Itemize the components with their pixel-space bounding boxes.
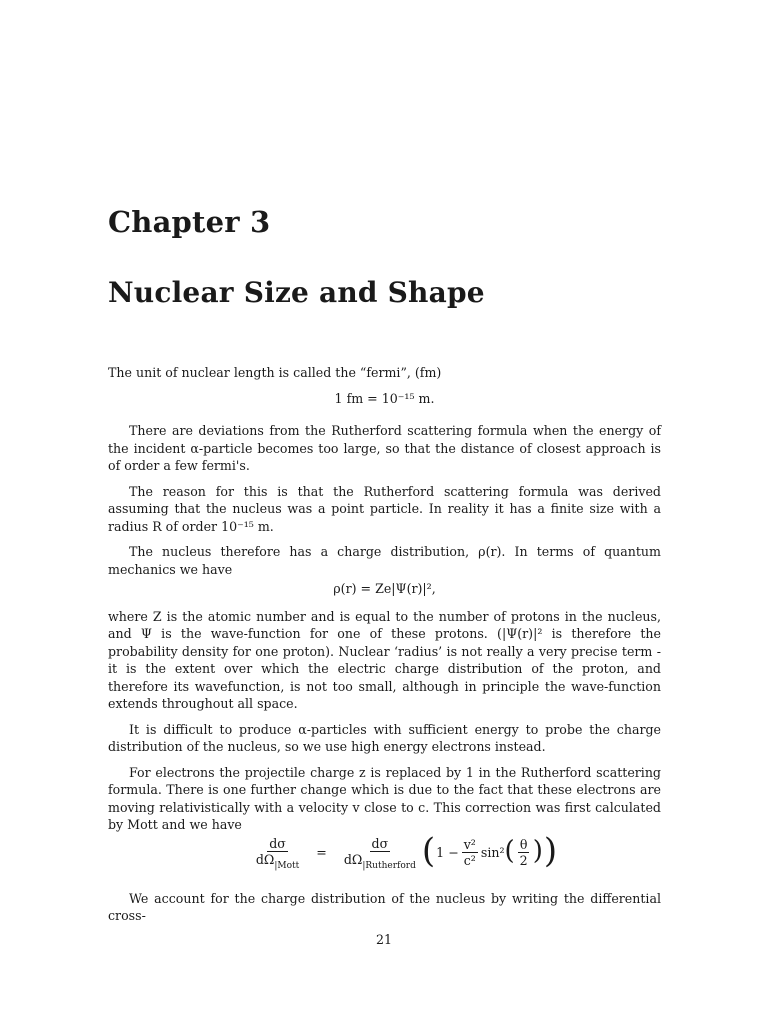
mott-fraction: [254, 836, 301, 870]
rutherford-denominator: [342, 852, 418, 870]
chapter-label: Chapter 3: [108, 205, 271, 239]
rutherford-fraction: [342, 836, 418, 870]
right-paren: ): [543, 830, 558, 871]
mott-denominator: [254, 852, 301, 870]
rutherford-numerator: dσ: [371, 835, 389, 851]
body-text: [108, 364, 661, 933]
theta-numerator: θ: [519, 837, 528, 852]
page-number: 21: [375, 932, 393, 947]
paragraph: The unit of nuclear length is called the “fermi”, (fm): [108, 365, 442, 380]
paragraph: It is difficult to produce α-particles with sufficient energy to probe the charge distribution of the nucleus, so we use high energy electrons instead.: [108, 721, 661, 754]
paragraph: The reason for this is that the Rutherford scattering formula was derived assuming that the nucleus was a point particle. In reality it has a finite size with a radius R of order 10⁻¹⁵ m.: [108, 483, 661, 534]
inner-left-paren: (: [504, 835, 515, 866]
velocity-numerator: v²: [463, 837, 476, 852]
paragraph: where Z is the atomic number and is equal to the number of protons in the nucleus, and Ψ is the wave-function for one of these protons. (|Ψ(r)|² is therefore the probability density for one proton). Nuclear ‘radius’ is not really a very precise term - it is the extent over which the electric charge distribution of the proton, and therefore its wavefunction, is not too small, although in principle the wave-function extends throughout all space.: [108, 608, 661, 711]
rutherford-den-text: dΩ: [343, 851, 363, 867]
paragraph: We account for the charge distribution of the nucleus by writing the differential cross-: [108, 890, 661, 923]
equals-sign: =: [316, 844, 327, 860]
one-minus: 1 −: [436, 844, 459, 860]
sine-squared: sin²: [480, 844, 505, 860]
left-paren: (: [421, 830, 436, 871]
velocity-denominator: c²: [463, 853, 476, 868]
equation-fermi: 1 fm = 10⁻¹⁵ m.: [334, 390, 435, 406]
inner-right-paren: ): [532, 835, 543, 866]
theta-fraction: [518, 837, 530, 868]
chapter-title: Nuclear Size and Shape: [108, 276, 485, 309]
theta-denominator: 2: [519, 853, 528, 868]
equation-charge-density: ρ(r) = Ze|Ψ(r)|²,: [333, 581, 436, 596]
paragraph: The nucleus therefore has a charge distribution, ρ(r). In terms of quantum mechanics we have: [108, 544, 661, 577]
rutherford-subscript: |Rutherford: [362, 860, 416, 871]
mott-den-text: dΩ: [255, 851, 275, 867]
paragraph: There are deviations from the Rutherford scattering formula when the energy of the incident α-particle becomes too large, so that the distance of closest approach is of order a few fermi's.: [108, 423, 661, 473]
mott-subscript: |Mott: [274, 860, 300, 871]
mott-numerator: dσ: [269, 835, 286, 851]
equation-mott: [108, 830, 661, 871]
velocity-fraction: [462, 837, 478, 868]
paragraph: For electrons the projectile charge z is replaced by 1 in the Rutherford scattering formula. There is one further change which is due to the fact that these electrons are moving relativistically with a velocity v close to c. This correction was first calculated by Mott and we have: [108, 764, 661, 832]
